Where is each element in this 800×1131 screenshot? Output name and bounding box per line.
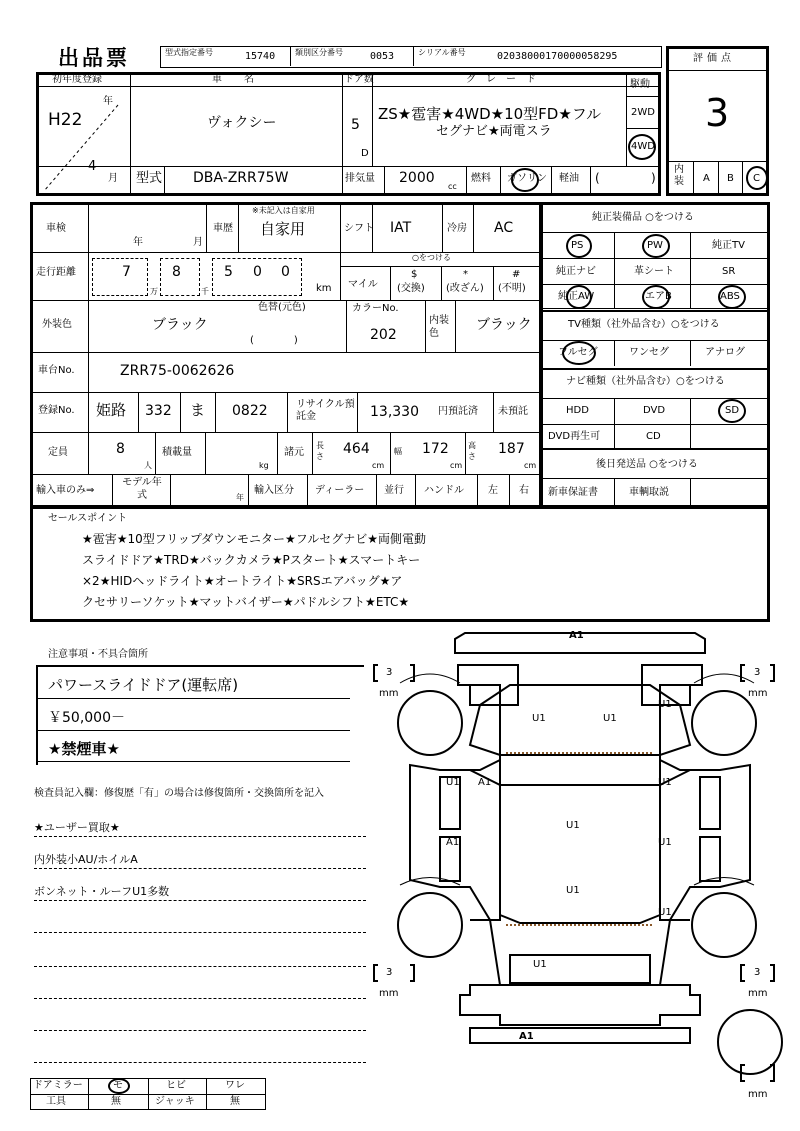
interior-a: A [703,173,710,184]
interior-label: 内装 [674,164,684,187]
length-label: 長さ [316,441,324,461]
mark-right-quarter: U1 [658,907,672,918]
tv-title: TV種類（社外品含む）○をつける [568,319,720,330]
notes-label: 注意事項・不具合箇所 [48,649,148,660]
mileage-digit-1: 7 [122,264,131,280]
first-reg-year-unit: 年 [103,96,113,107]
class-no: 0053 [370,51,395,62]
navi-dvd: DVD [643,405,666,416]
height-label: 高さ [468,441,476,461]
mileage-digit-4: 0 [253,264,262,280]
break-label: ワレ [225,1080,245,1091]
equipment-title: 純正装備品 ○をつける [592,212,694,223]
drive-4wd: 4WD [631,141,655,152]
mileage-label: 走行距離 [36,267,76,278]
mark-hood-left: U1 [532,713,546,724]
chassis-no: ZRR75-0062626 [120,363,235,379]
equip-pw: PW [647,240,663,251]
dims-label: 諸元 [284,447,304,458]
height-unit: cm [524,461,537,470]
mile-label: マイル [348,279,378,290]
mark-left-door-front-u: U1 [446,777,460,788]
history: 自家用 [260,220,306,238]
capacity-label: 定員 [48,447,68,458]
inspection-year-unit: 年 [133,237,143,248]
sales-line-3: ×2★HIDヘッドライト★オートライト★SRSエアバッグ★ア [82,574,403,588]
reg-place: 姫路 [96,401,127,419]
tools-label: 工具 [46,1096,66,1107]
width-label: 幅 [394,447,402,456]
mark-rear-bumper: A1 [519,1031,534,1042]
capacity: 8 [116,441,125,457]
handle-left: 左 [488,485,498,496]
width: 172 [422,441,449,457]
recycle-status: 円預託済 [438,406,478,417]
model: DBA-ZRR75W [193,170,289,186]
unknown-sym: # [512,269,521,280]
chassis-label: 車台No. [38,365,75,376]
mark-left-door-front-a: A1 [478,777,492,788]
mark-left-door-rear: A1 [446,837,460,848]
width-unit: cm [450,461,463,470]
inspector-label: 検査員記入欄：修復歴「有」の場合は修復箇所・交換箇所を記入 [34,788,324,799]
model-year-label: モデル年式 [122,477,162,501]
import-parallel: 並行 [384,485,404,496]
mileage-km: km [316,283,332,294]
equip-aw: 純正AW [558,291,595,302]
mileage-man: 万 [150,287,158,296]
unknown-label: (不明) [498,283,526,294]
car-name-label: 車名 [212,74,276,85]
tire-rr-unit: mm [748,988,768,999]
shift: IAT [390,220,412,236]
serial-label: シリアル番号 [418,48,466,57]
navi-cd: CD [646,431,661,442]
inspection-label: 車検 [46,223,66,234]
later-warranty: 新車保証書 [548,487,598,498]
tire-spare-unit: mm [748,1089,768,1100]
mark-front-bumper: A1 [569,630,584,641]
equip-tv: 純正TV [712,240,745,251]
mileage-sen: 千 [201,287,209,296]
repaint-paren: ( ) [250,335,298,346]
mileage-digit-5: 0 [281,264,290,280]
tire-fl-unit: mm [379,688,399,699]
navi-title: ナビ種類（社外品含む）○をつける [566,376,725,387]
reg-label: 登録No. [38,405,75,416]
sales-line-2: スライドドア★TRD★バックカメラ★Pスタート★スマートキー [82,553,421,567]
inspector-line-2: 内外装小AU/ホイルA [34,853,138,866]
tv-oneseg: ワンセグ [629,347,669,358]
mark-roof-front: U1 [566,820,580,831]
recycle-amount: 13,330 [370,404,419,420]
doors: 5 [351,117,360,133]
tv-fullseg: フルセグ [558,347,598,358]
handle-label: ハンドル [424,485,464,496]
fuel-gas: ガソリン [507,173,547,184]
doors-suffix: D [361,148,369,159]
mirror-value: モ [113,1080,123,1091]
mileage-digit-3: 5 [224,264,233,280]
later-title: 後日発送品 ○をつける [596,459,698,470]
grade-line2: セグナビ★両電スラ [436,124,552,139]
load-unit: kg [259,461,269,470]
height: 187 [498,441,525,457]
tire-rl-unit: mm [379,988,399,999]
import-class-label: 輸入区分 [254,485,294,496]
mark-right-door-front: U1 [658,777,672,788]
drive-2wd: 2WD [631,107,655,118]
doors-label: ドア数 [344,74,374,85]
equip-abs: ABS [720,291,740,302]
int-color-label: 内装色 [429,315,449,339]
exch-sym: $ [411,269,418,280]
inspector-line-3: ボンネット・ルーフU1多数 [34,885,170,898]
tamper-label: (改ざん) [446,283,484,294]
tire-rl-depth: 3 [386,967,393,978]
jack-label: ジャッキ [155,1096,195,1107]
mark-back-door: U1 [533,959,547,970]
first-reg-label: 初年度登録 [52,74,102,85]
shift-label: シフト [344,223,374,234]
interior-b: B [727,173,734,184]
equip-leather: 革シート [634,266,674,277]
interior-c: C [753,173,760,184]
length: 464 [343,441,370,457]
sales-points-label: セールスポイント [48,513,128,524]
recycle-unpaid: 未預託 [498,406,528,417]
score-label: 評価点 [693,53,735,64]
type-no-label: 型式指定番号 [165,48,213,57]
mark-right-door-rear: U1 [658,837,672,848]
ac-label: 冷房 [447,223,467,234]
note-line-1: パワースライドドア(運転席) [48,676,239,694]
grade-line1: ZS★雹害★4WD★10型FD★フル [378,105,602,123]
car-damage-diagram [370,625,790,1125]
first-reg-month-unit: 月 [108,173,118,184]
tire-fr-depth: 3 [754,667,761,678]
note-line-2: ￥50,000－ [48,710,125,726]
displacement: 2000 [399,170,435,186]
import-label: 輸入車のみ⇒ [36,485,95,496]
inspection-month-unit: 月 [193,237,203,248]
tire-fr-unit: mm [748,688,768,699]
equip-ps: PS [571,240,584,251]
repaint-label: 色替(元色) [258,302,306,313]
car-name: ヴォクシー [207,115,277,131]
mark-hood-right: U1 [603,713,617,724]
serial-no: 02038000170000058295 [497,51,618,62]
equip-airbag: エアB [645,291,672,302]
grade-label: グレード [466,74,546,85]
tools-value: 無 [111,1096,121,1107]
ext-color: ブラック [152,317,208,333]
capacity-unit: 人 [144,461,152,470]
equip-navi: 純正ナビ [556,266,596,277]
note-line-3: ★禁煙車★ [48,740,120,758]
handle-right: 右 [519,485,529,496]
load-label: 積載量 [162,447,192,458]
first-reg-month: 4 [88,159,97,174]
form-title: 出品票 [58,46,130,70]
navi-dvd-play: DVD再生可 [548,431,601,442]
int-color: ブラック [476,317,532,333]
drive-label: 駆動 [630,79,650,90]
class-no-label: 類別区分番号 [295,48,343,57]
displacement-label: 排気量 [345,173,375,184]
sales-line-1: ★雹害★10型フリップダウンモニター★フルセグナビ★両側電動 [82,532,427,546]
mark-roof-rear: U1 [566,885,580,896]
later-manual: 車輌取説 [629,487,669,498]
recycle-label: リサイクル預託金 [296,399,355,422]
model-label: 型式 [136,171,163,186]
tv-analog: アナログ [705,347,745,358]
fuel-diesel: 軽油 [559,173,579,184]
history-label: 車歴 [213,223,233,234]
tire-rr-depth: 3 [754,967,761,978]
length-unit: cm [372,461,385,470]
jack-value: 無 [230,1096,240,1107]
ac: AC [494,220,514,236]
mileage-digit-2: 8 [172,264,181,280]
color-no-label: カラーNo. [352,303,399,314]
reg-num: 0822 [232,403,268,419]
tamper-sym: * [463,269,468,280]
color-no: 202 [370,327,397,343]
first-reg-era: H22 [48,110,83,130]
score-value: 3 [705,91,730,135]
mirror-label: ドアミラー [33,1080,83,1091]
inspector-line-1: ★ユーザー買取★ [34,821,120,834]
ext-color-label: 外装色 [42,319,72,330]
reg-kana: ま [190,401,206,419]
reg-class: 332 [145,403,172,419]
mark-right-fender: U1 [658,699,672,710]
sales-line-4: クセサリーソケット★マットバイザー★パドルシフト★ETC★ [82,595,410,609]
navi-sd: SD [725,405,740,416]
tire-fl-depth: 3 [386,667,393,678]
import-year-unit: 年 [236,493,244,502]
import-dealer: ディーラー [315,485,365,496]
equip-sr: SR [722,266,736,277]
exch-label: (交換) [397,283,425,294]
navi-hdd: HDD [566,405,589,416]
history-note: ※未記入は自家用 [252,206,315,215]
mileage-circle-note: ○をつける [412,253,451,262]
mileage-box-1 [92,258,148,296]
fuel-label: 燃料 [471,173,491,184]
type-no: 15740 [245,51,276,62]
crack-label: ヒビ [166,1080,186,1091]
displacement-unit: cc [448,182,457,191]
